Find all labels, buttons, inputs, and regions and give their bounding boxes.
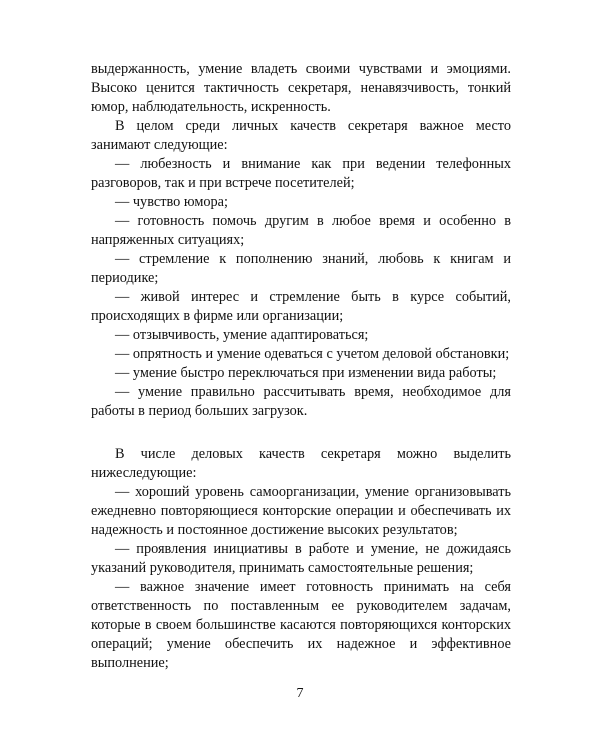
business-qualities-section [91,445,511,673]
list-item: — умение быстро переключаться при изменении вида работы; [115,365,497,381]
list-item: — чувство юмора; [115,194,228,210]
list-item: — умение правильно рассчитывать время, необходимое для работы в период больших загрузок. [91,384,511,419]
personal-qualities-section [91,60,511,421]
list-item: — проявления инициативы в работе и умение, не дожидаясь указаний руководителя, принимать самостоятельные решения; [91,541,511,576]
list-item: — готовность помочь другим в любое время и особенно в напряженных ситуациях; [91,213,511,248]
list-item: — отзывчивость, умение адаптироваться; [115,327,369,343]
list-item: — стремление к пополнению знаний, любовь к книгам и периодике; [91,251,511,286]
list-item: — хороший уровень самоорганизации, умение организовывать ежедневно повторяющиеся конторские операции и обеспечивать их надежность и постоянное достижение высоких результатов; [91,484,511,538]
list-item: — важное значение имеет готовность принимать на себя ответственность по поставленным ее руководителем задачам, которые в своем большинстве касаются повторяющихся конторских операций; умение обеспечить их надежное и эффективное выполнение; [91,579,511,671]
personal-qualities-intro: В целом среди личных качеств секретаря важное место занимают следующие: [91,118,511,153]
business-qualities-intro: В числе деловых качеств секретаря можно выделить нижеследующие: [91,446,511,481]
page-number: 7 [296,686,304,701]
paragraph-continuation: выдержанность, умение владеть своими чувствами и эмоциями. Высоко ценится тактичность секретаря, ненавязчивость, тонкий юмор, наблюдательность, искренность. [91,61,511,115]
list-item: — любезность и внимание как при ведении телефонных разговоров, так и при встрече посетителей; [91,156,511,191]
list-item: — живой интерес и стремление быть в курсе событий, происходящих в фирме или организации; [91,289,511,324]
list-item: — опрятность и умение одеваться с учетом деловой обстановки; [115,346,510,362]
